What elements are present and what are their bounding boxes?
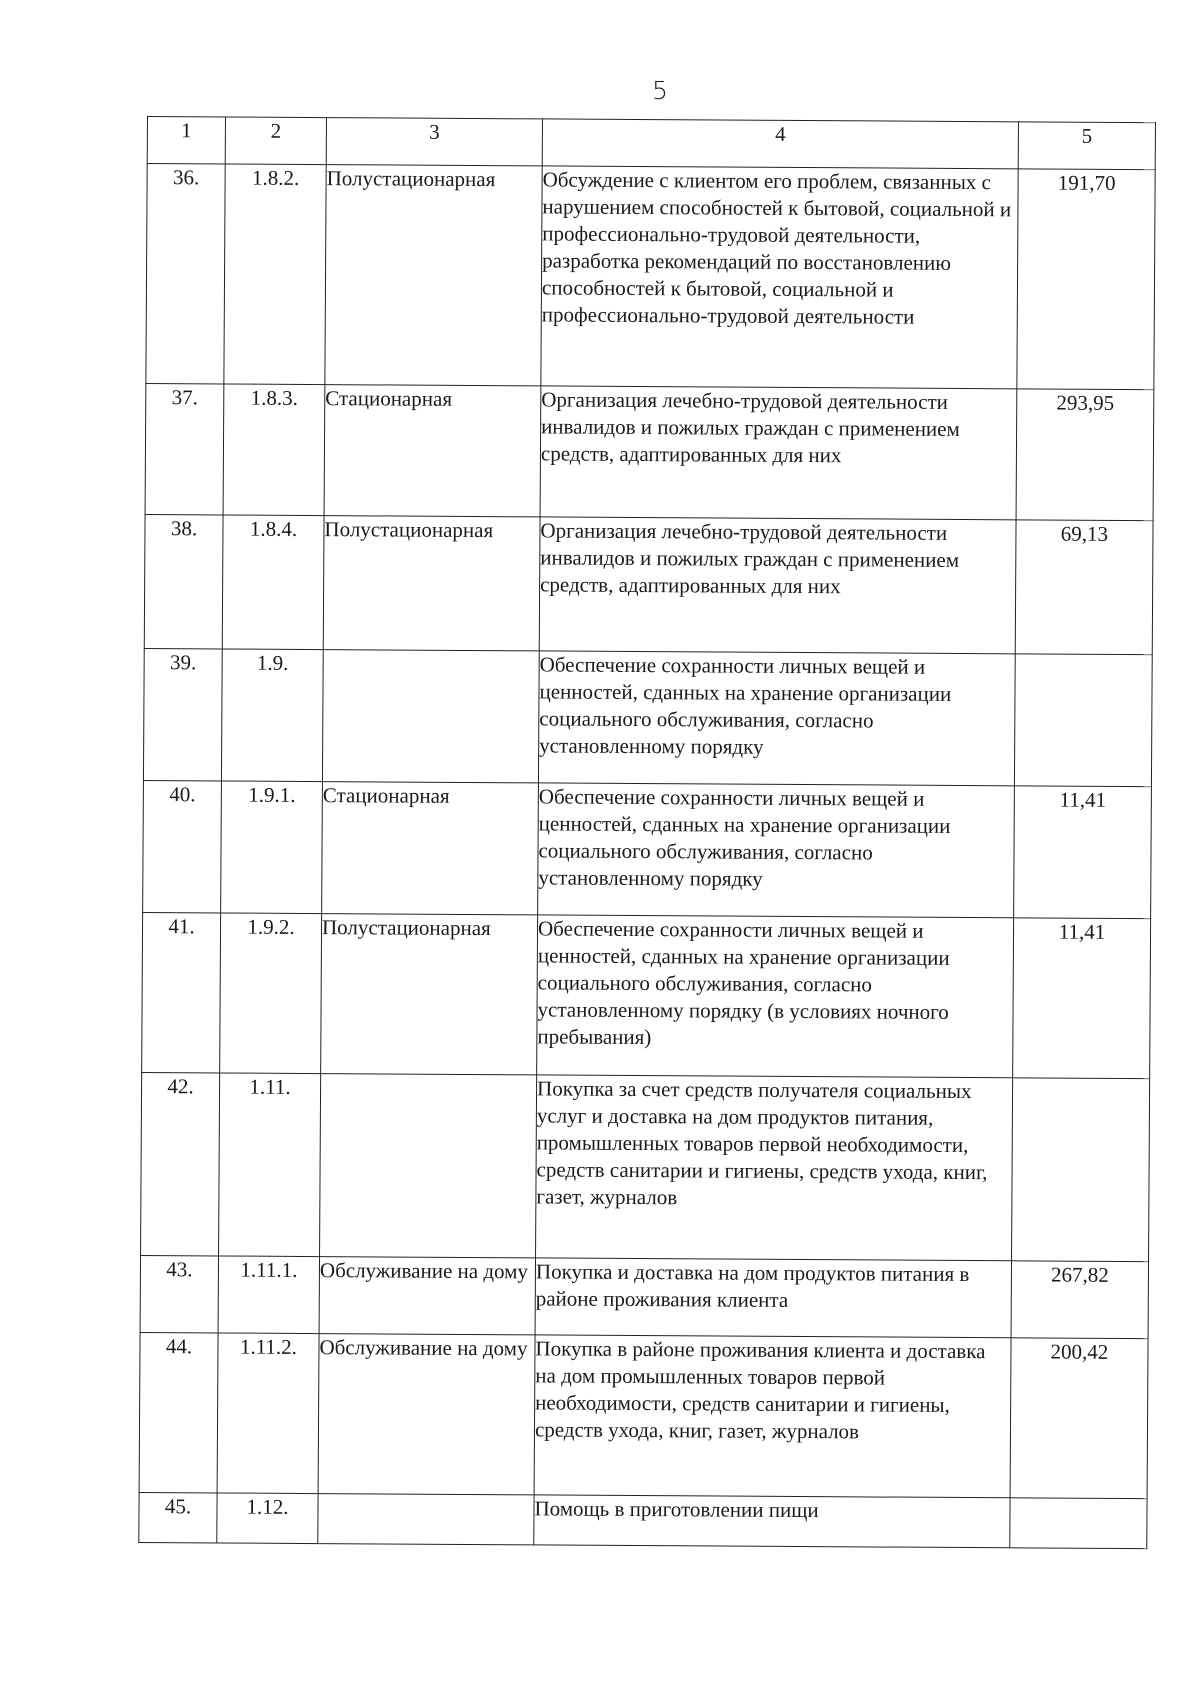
- service-description: Обеспечение сохранности личных вещей и ценностей, сданных на хранение организации социального обслуживания, согласно установленному порядку: [538, 783, 1015, 918]
- table-row: [143, 648, 1152, 786]
- header-col-4: 4: [542, 119, 1018, 169]
- table-row: [141, 1072, 1150, 1261]
- header-col-3: 3: [326, 118, 542, 166]
- service-description: Организация лечебно-трудовой деятельности инвалидов и пожилых граждан с применением средств, адаптированных для них: [539, 517, 1016, 654]
- service-description: Покупка в районе проживания клиента и доставка на дом промышленных товаров первой необходимости, средств санитарии и гигиены, средств ухода, книг, газет, журналов: [534, 1335, 1011, 1498]
- row-number: 40.: [143, 780, 222, 912]
- service-amount: 191,70: [1017, 169, 1155, 390]
- service-form: Полустационарная: [325, 165, 542, 386]
- service-description: Организация лечебно-трудовой деятельности инвалидов и пожилых граждан с применением средств, адаптированных для них: [540, 386, 1017, 520]
- row-number: 38.: [144, 514, 223, 648]
- service-amount: 200,42: [1010, 1338, 1148, 1499]
- row-number: 42.: [141, 1072, 220, 1255]
- service-code: 1.8.2.: [224, 164, 326, 385]
- service-form: Стационарная: [324, 385, 541, 517]
- service-form: Полустационарная: [321, 914, 538, 1075]
- service-amount: 69,13: [1015, 520, 1153, 655]
- table-row: [142, 912, 1151, 1078]
- service-code: 1.12.: [217, 1493, 318, 1544]
- table-row: [139, 1492, 1147, 1548]
- service-form: Стационарная: [322, 782, 539, 915]
- table-row: [145, 383, 1154, 520]
- page-number: 5: [652, 76, 668, 105]
- service-code: 1.9.1.: [221, 781, 323, 914]
- service-code: 1.9.2.: [220, 913, 322, 1074]
- service-description: Покупка за счет средств получателя социальных услуг и доставка на дом продуктов питания, промышленных товаров первой необходимости, средств санитарии и гигиены, средств ухода, книг, газет, журналов: [536, 1075, 1013, 1261]
- service-code: 1.8.4.: [222, 515, 324, 650]
- service-amount: [1010, 1498, 1147, 1549]
- row-number: 45.: [139, 1492, 217, 1542]
- service-description: Помощь в приготовлении пищи: [534, 1495, 1010, 1548]
- table-row: [139, 1332, 1148, 1498]
- service-form: [318, 1494, 534, 1545]
- table-header-row: [147, 117, 1155, 170]
- service-form: Полустационарная: [323, 516, 540, 651]
- services-table: [138, 116, 1156, 1549]
- service-code: 1.11.1.: [218, 1256, 319, 1334]
- service-form: Обслуживание на дому: [318, 1334, 535, 1495]
- row-number: 36.: [146, 164, 225, 384]
- header-col-5: 5: [1018, 122, 1155, 170]
- service-code: 1.8.3.: [223, 384, 325, 516]
- row-number: 39.: [143, 648, 222, 780]
- service-form: Обслуживание на дому: [319, 1257, 535, 1335]
- service-amount: [1014, 654, 1152, 787]
- service-description: Обсуждение с клиентом его проблем, связанных с нарушением способностей к бытовой, социальной и профессионально-трудовой деятельности, разработка рекомендаций по восстановлению способностей к бытовой, социальной и профессионально-трудовой деятельности: [541, 166, 1018, 389]
- row-number: 44.: [139, 1332, 218, 1492]
- service-form: [320, 1074, 537, 1258]
- service-amount: 11,41: [1013, 918, 1151, 1079]
- service-amount: [1012, 1078, 1150, 1262]
- service-amount: 267,82: [1011, 1261, 1148, 1339]
- row-number: 41.: [142, 912, 221, 1072]
- service-amount: 11,41: [1014, 786, 1152, 919]
- row-number: 37.: [145, 383, 224, 514]
- service-code: 1.11.: [219, 1073, 321, 1257]
- service-form: [322, 650, 539, 783]
- header-col-2: 2: [225, 117, 326, 165]
- service-code: 1.11.2.: [217, 1333, 319, 1494]
- table-row: [143, 780, 1152, 918]
- header-col-1: 1: [147, 117, 225, 164]
- service-description: Обеспечение сохранности личных вещей и ценностей, сданных на хранение организации социального обслуживания, согласно установленному порядку: [538, 651, 1015, 786]
- service-code: 1.9.: [221, 649, 323, 782]
- table-row: [146, 164, 1155, 390]
- service-description: Обеспечение сохранности личных вещей и ценностей, сданных на хранение организации социального обслуживания, согласно установленному порядку (в условиях ночного пребывания): [537, 915, 1014, 1078]
- service-description: Покупка и доставка на дом продуктов питания в районе проживания клиента: [535, 1258, 1011, 1338]
- row-number: 43.: [140, 1255, 218, 1332]
- table-row: [140, 1255, 1148, 1338]
- service-amount: 293,95: [1016, 389, 1154, 521]
- table-row: [144, 514, 1153, 654]
